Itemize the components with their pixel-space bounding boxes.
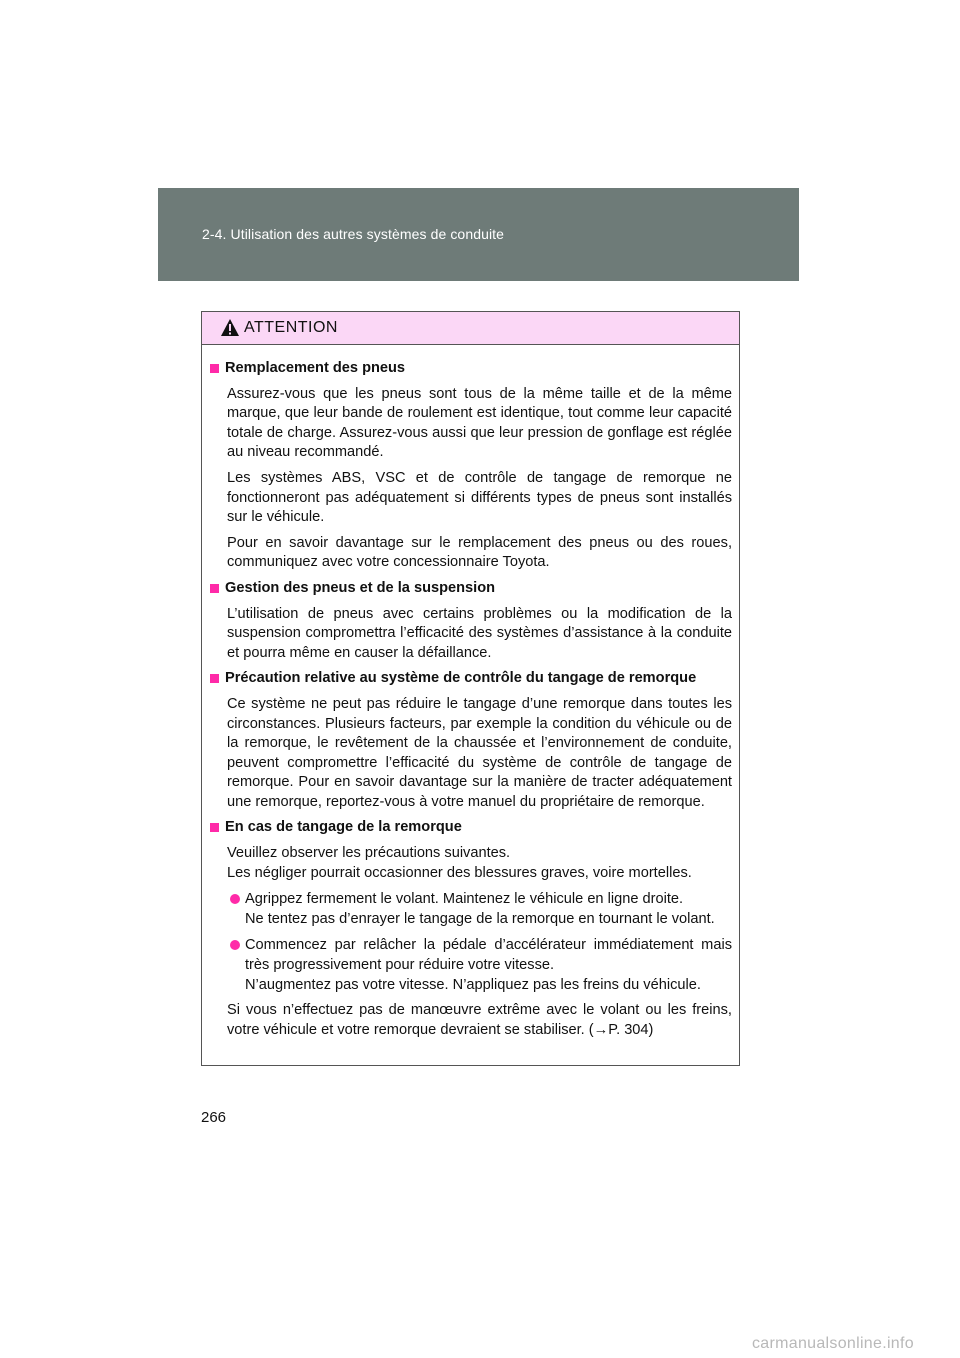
paragraph: Ce système ne peut pas réduire le tangage d’une remorque dans toutes les circonstances. Plusieurs facteurs, par exemple la condition du véhicule ou de la remorque, le revêtement de la chaussée et l’environnement de conduite, peuvent compromettre l’efficacité du système de contrôle de tangage de remorque. Pour en savoir davantage sur la manière de tracter adéquatement une remorque, reportez-vous à votre manuel du propriétaire de remorque. xyxy=(227,695,732,810)
warning-body xyxy=(202,345,739,1040)
paragraph: Les systèmes ABS, VSC et de contrôle de tangage de remorque ne fonctionneront pas adéquatement si différents types de pneus sont installés sur le véhicule. xyxy=(227,469,732,526)
section-heading-suspension: Gestion des pneus et de la suspension xyxy=(210,579,732,599)
round-bullet-icon xyxy=(230,894,240,904)
watermark: carmanualsonline.info xyxy=(752,1335,914,1352)
warning-header xyxy=(202,312,739,345)
section-heading-tires: Remplacement des pneus xyxy=(210,359,732,379)
intro-line: Veuillez observer les précautions suivantes. xyxy=(227,845,511,862)
paragraph xyxy=(227,844,732,883)
warning-triangle-icon xyxy=(220,318,240,337)
paragraph: Si vous n’effectuez pas de manœuvre extrême avec le volant ou les freins, votre véhicule et votre remorque devraient se stabiliser. (→P. 304) xyxy=(227,1002,732,1038)
paragraph: Assurez-vous que les pneus sont tous de la même taille et de la même marque, que leur bande de roulement est identique, tout comme leur capacité totale de charge. Assurez-vous aussi que leur pression de gonflage est réglée au niveau recommandé. xyxy=(227,385,732,461)
chapter-header-title: 2-4. Utilisation des autres systèmes de conduite xyxy=(202,226,505,242)
list-item: Commencez par relâcher la pédale d’accélérateur immédiatement mais très progressivement pour réduire votre vitesse. N’augmentez pas votre vitesse. N’appliquez pas les freins du véhicule. xyxy=(230,936,732,995)
section-heading-trailer-sway: En cas de tangage de la remorque xyxy=(210,818,732,838)
square-bullet-icon xyxy=(210,674,219,683)
paragraph: L’utilisation de pneus avec certains problèmes ou la modification de la suspension compromettra l’efficacité des systèmes d’assistance à la conduite et pourra même en causer la défaillance. xyxy=(227,605,732,661)
square-bullet-icon xyxy=(210,364,219,373)
square-bullet-icon xyxy=(210,823,219,832)
page-number: 266 xyxy=(201,1109,227,1126)
list-item: Agrippez fermement le volant. Maintenez le véhicule en ligne droite. Ne tentez pas d’enrayer le tangage de la remorque en tournant le volant. xyxy=(230,890,732,929)
section-heading-sway-control: Précaution relative au système de contrôle du tangage de remorque xyxy=(210,669,732,689)
square-bullet-icon xyxy=(210,584,219,593)
warning-title: ATTENTION xyxy=(244,319,338,336)
round-bullet-icon xyxy=(230,940,240,950)
warning-box xyxy=(201,311,740,1066)
intro-line: Les négliger pourrait occasionner des blessures graves, voire mortelles. xyxy=(227,864,692,881)
paragraph: Pour en savoir davantage sur le remplacement des pneus ou des roues, communiquez avec votre concessionnaire Toyota. xyxy=(227,534,732,571)
